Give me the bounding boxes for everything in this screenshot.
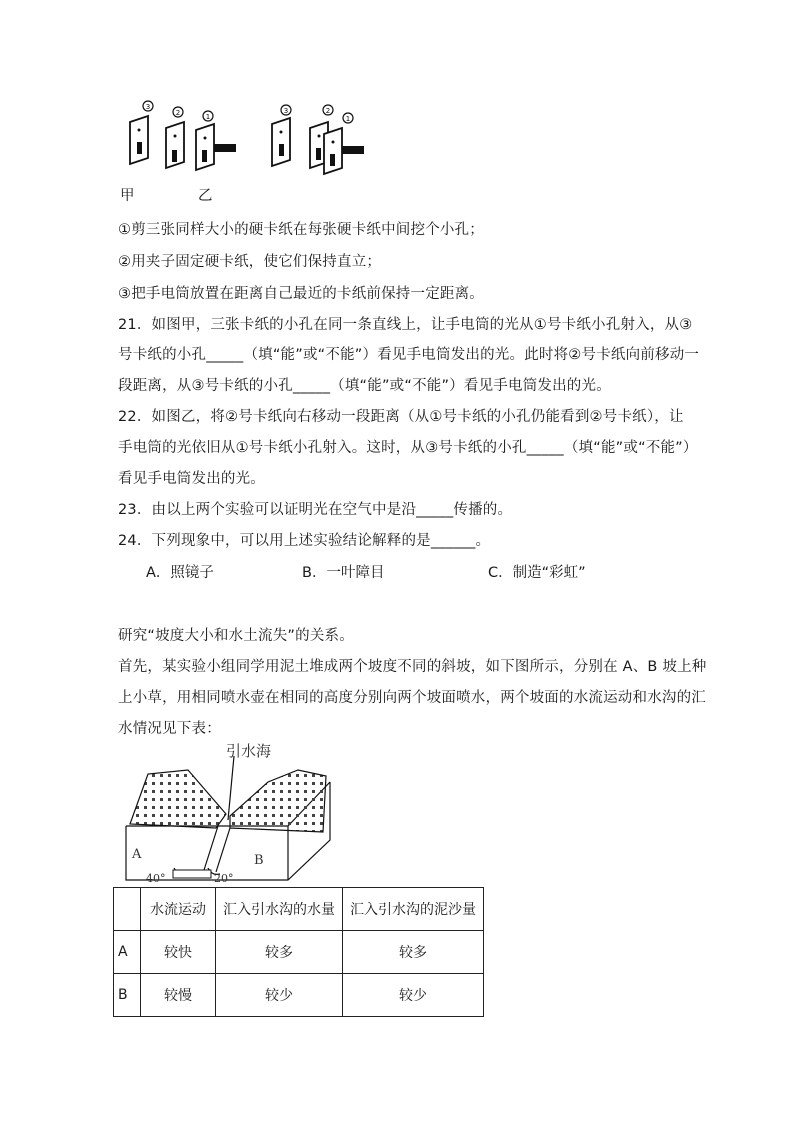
- angle-a-label: 40°: [146, 872, 166, 885]
- research-para-line-2: 上小草，用相同喷水壶在相同的高度分别向两个坡面喷水，两个坡面的水流运动和水沟的汇: [118, 690, 706, 706]
- svg-text:1: 1: [205, 113, 211, 121]
- slope-a-label: A: [132, 847, 142, 862]
- table-cell: 较快: [141, 931, 216, 974]
- figure-caption-left: 甲: [120, 188, 135, 204]
- table-cell: 较少: [343, 974, 484, 1017]
- table-row: [114, 974, 484, 1017]
- step-3: ③把手电筒放置在距离自己最近的卡纸前保持一定距离。: [118, 286, 484, 302]
- svg-text:2: 2: [325, 107, 331, 115]
- table-header-row: [114, 888, 484, 931]
- question-21-line-3: 段距离，从③号卡纸的小孔_____（填“能”或“不能”）看见手电筒发出的光。: [118, 378, 611, 394]
- question-22-line-3: 看见手电筒发出的光。: [118, 471, 265, 487]
- research-title: 研究“坡度大小和水土流失”的关系。: [118, 628, 354, 644]
- slope-experiment-drawing: [118, 740, 338, 885]
- table-cell: 较多: [216, 931, 343, 974]
- question-24-option-b: B．一叶障目: [302, 565, 385, 581]
- table-cell: 较慢: [141, 974, 216, 1017]
- table-header-cell: 汇入引水沟的水量: [216, 888, 343, 931]
- card-experiment-figure: [120, 100, 390, 180]
- table-header-cell: 汇入引水沟的泥沙量: [343, 888, 484, 931]
- table-row: [114, 931, 484, 974]
- table-header-cell: [114, 888, 141, 931]
- question-22-line-2: 手电筒的光依旧从①号卡纸小孔射入。这时，从③号卡纸的小孔_____（填“能”或“不能”）: [118, 440, 698, 456]
- card-experiment-drawing: [120, 100, 390, 180]
- svg-text:3: 3: [145, 103, 151, 111]
- question-23: 23．由以上两个实验可以证明光在空气中是沿_____传播的。: [118, 502, 513, 518]
- slope-b-label: B: [254, 853, 264, 868]
- step-2: ②用夹子固定硬卡纸，使它们保持直立；: [118, 254, 382, 270]
- slope-results-table: [113, 887, 484, 1017]
- question-22-line-1: 22．如图乙，将②号卡纸向右移动一段距离（从①号卡纸的小孔仍能看到②号卡纸），让: [118, 409, 684, 425]
- table-cell: A: [114, 931, 141, 974]
- figure-caption-right: 乙: [198, 188, 213, 204]
- svg-text:3: 3: [283, 107, 289, 115]
- question-24-option-a: A．照镜子: [146, 565, 214, 581]
- question-21-line-2: 号卡纸的小孔_____（填“能”或“不能”）看见手电筒发出的光。此时将②号卡纸向前移动一: [118, 347, 700, 363]
- step-1: ①剪三张同样大小的硬卡纸在每张硬卡纸中间挖个小孔；: [118, 222, 484, 238]
- question-24-option-c: C．制造“彩虹”: [488, 565, 586, 581]
- table-header-cell: 水流运动: [141, 888, 216, 931]
- table-cell: B: [114, 974, 141, 1017]
- research-para-line-3: 水情况见下表：: [118, 721, 221, 737]
- svg-text:2: 2: [175, 109, 181, 117]
- slope-experiment-figure: [118, 740, 338, 885]
- trench-label: 引水海: [226, 742, 272, 760]
- table-cell: 较少: [216, 974, 343, 1017]
- svg-text:1: 1: [345, 115, 351, 123]
- question-24-stem: 24．下列现象中，可以用上述实验结论解释的是______。: [118, 533, 491, 549]
- research-para-line-1: 首先，某实验小组同学用泥土堆成两个坡度不同的斜坡，如下图所示，分别在 A、B 坡上种: [118, 659, 707, 675]
- question-21-line-1: 21．如图甲，三张卡纸的小孔在同一条直线上，让手电筒的光从①号卡纸小孔射入，从③: [118, 317, 693, 333]
- angle-b-label: 20°: [214, 872, 234, 885]
- table-cell: 较多: [343, 931, 484, 974]
